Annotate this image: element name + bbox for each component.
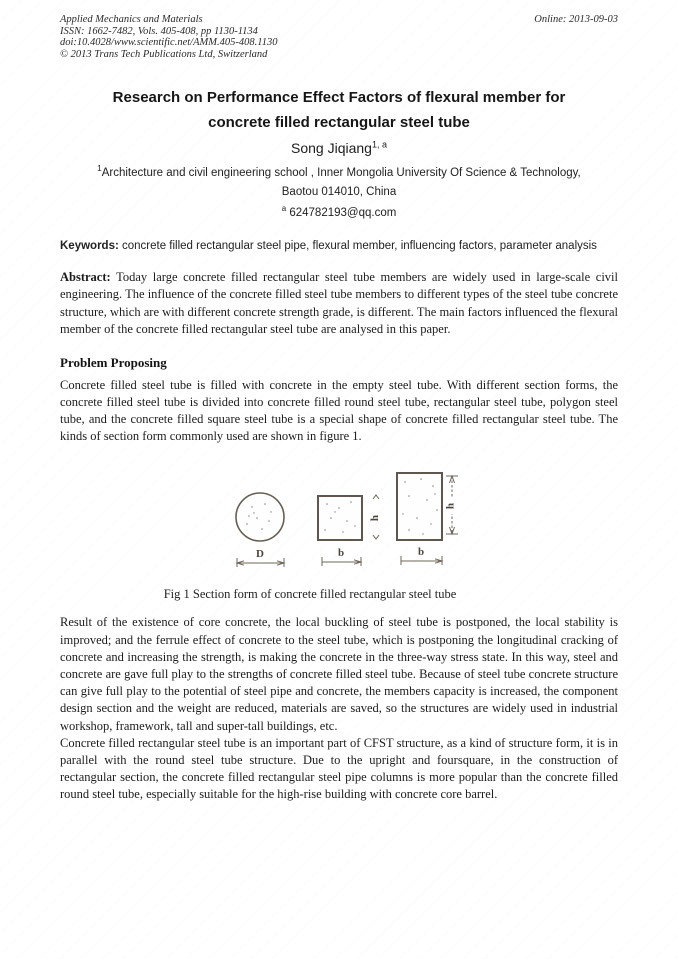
paper-title-line1: Research on Performance Effect Factors of flexural member for [112,89,566,107]
paper-title-line2: concrete filled rectangular steel tube [208,114,470,132]
circle-diameter-label: D [256,548,264,561]
author-name: Song Jiqiang [291,140,372,157]
affiliation-line2: Baotou 014010, China [281,185,397,198]
rect-width-label: b [417,546,425,559]
journal-header-left [60,14,277,60]
square-height-label: h [369,515,381,522]
figure-1 [199,466,479,575]
figure-1-drawing [199,466,479,570]
figure-caption: Fig 1 Section form of concrete filled rectangular steel tube [163,587,457,602]
author-superscript: 1, a [371,139,387,150]
keywords-text: concrete filled rectangular steel pipe, flexural member, influencing factors, parameter analysis [122,240,597,253]
body-text [60,614,618,803]
section-heading: Problem Proposing [60,354,167,370]
rect-height-label: h [444,503,457,510]
affiliation-line1: Architecture and civil engineering school , Inner Mongolia University Of Science & Technology, [101,167,581,180]
author-line [60,138,618,158]
circle-section [236,493,284,567]
journal-name: Applied Mechanics and Materials [60,14,203,25]
abstract-text: Today large concrete filled rectangular steel tube members are widely used in large-scale civil engineering. The influence of the concrete filled steel tube members to different types of the steel tube concrete structure, which are with different concrete strength grade, is different. The main factors influenced the flexural member of the concrete filled rectangular steel tube are analysed in this paper. [60,269,618,337]
keywords-label: Keywords: [60,240,119,253]
doi-line: doi:10.4028/www.scientific.net/AMM.405-408.1130 [60,37,278,49]
keywords [60,238,618,256]
rectangle-section [397,473,458,565]
abstract [60,269,618,339]
issn-line: ISSN: 1662-7482, Vols. 405-408, pp 1130-1134 [60,25,258,37]
square-width-label: b [337,547,345,560]
email-address: 624782193@qq.com [289,207,397,220]
square-section [318,495,381,566]
paragraph-1: Concrete filled steel tube is filled with concrete in the empty steel tube. With different section forms, the concrete filled steel tube is divided into concrete filled round steel tube, rectangular steel tube, polygon steel tube, and the concrete filled square steel tube is a special shape of concrete filled rectangular steel tube. The kinds of section form commonly used are shown in figure 1. [60,377,618,444]
paragraph-3: Concrete filled rectangular steel tube is an important part of CFST structure, as a kind of structure form, it is in parallel with the round steel tube structure. Due to the upright and foursquare, in the construction of rectangular section, the concrete filled rectangular steel pipe columns is more popular than the concrete filled round steel tube, especially suitable for the high-rise building with concrete core barrel. [60,735,618,802]
affiliation-marker: 1 [97,164,102,174]
paper-title [60,85,618,135]
email-line [60,204,618,222]
paragraph-2: Result of the existence of core concrete, the local buckling of steel tube is postponed, the local stability is improved; and the ferrule effect of concrete to the steel tube, which is postponing the longitudinal cracking of concrete and increasing the strength, is making the concrete in the three-way stress state. In this way, steel and concrete are gave full play to the strengths of concrete filled steel tube. Because of steel tube concrete structure can give full play to the potential of steel pipe and concrete, the members capacity is increased, the component design section and the weight are reduced, materials are saved, so the structures are widely used in industrial workshop, framework, tall and super-tall buildings, etc. [60,615,618,733]
copyright-line: © 2013 Trans Tech Publications Ltd, Switzerland [60,48,268,60]
email-marker: a [281,204,287,214]
affiliation [60,164,618,201]
journal-header [60,14,618,60]
abstract-label: Abstract: [60,269,111,284]
online-date: Online: 2013-09-03 [534,14,618,25]
